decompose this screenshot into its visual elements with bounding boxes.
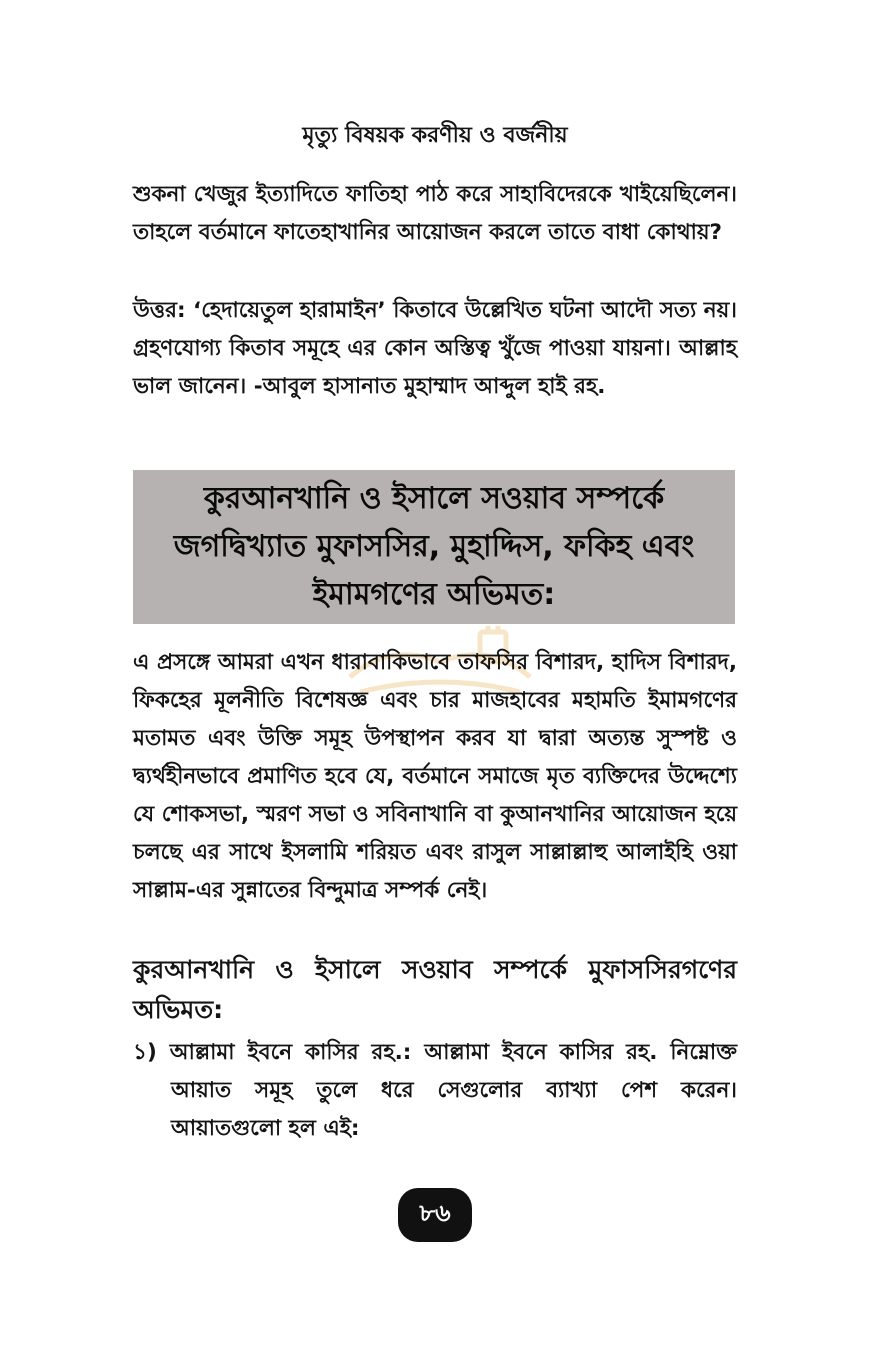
chapter-banner — [133, 470, 735, 624]
running-head: মৃত্যু বিষয়ক করণীয় ও বর্জনীয় — [302, 123, 568, 148]
question-paragraph: শুকনা খেজুর ইত্যাদিতে ফাতিহা পাঠ করে সাহাবিদেরকে খাইয়েছিলেন। তাহলে বর্তমানে ফাতেহাখানির আয়োজন করলে তাতে বাধা কোথায়? — [133, 182, 737, 245]
page-number: ৮৬ — [398, 1188, 472, 1242]
answer-paragraph: উত্তর: ‘হেদায়েতুল হারামাইন’ কিতাবে উল্লেখিত ঘটনা আদৌ সত্য নয়। গ্রহণযোগ্য কিতাব সমূহে এর কোন অস্তিত্ব খুঁজে পাওয়া যায়না। আল্লাহ ভাল জানেন। -আবুল হাসানাত মুহাম্মাদ আব্দুল হাই রহ. — [133, 298, 737, 399]
section-heading: কুরআনখানি ও ইসালে সওয়াব সম্পর্কে মুফাসসিরগণের অভিমত: — [133, 955, 737, 1024]
chapter-banner-title: কুরআনখানি ও ইসালে সওয়াব সম্পর্কে জগদ্বিখ্যাত মুফাসসির, মুহাদ্দিস, ফকিহ এবং ইমামগণের অভিমত: — [173, 481, 695, 612]
intro-paragraph: এ প্রসঙ্গে আমরা এখন ধারাবাকিভাবে তাফসির বিশারদ, হাদিস বিশারদ, ফিকহের মূলনীতি বিশেষজ্ঞ এবং চার মাজহাবের মহামতি ইমামগণের মতামত এবং উক্তি সমূহ উপস্থাপন করব যা দ্বারা অত্যন্ত সুস্পষ্ট ও দ্ব্যর্থহীনভাবে প্রমাণিত হবে যে, বর্তমানে সমাজে মৃত ব্যক্তিদের উদ্দেশ্যে যে শোকসভা, স্মরণ সভা ও সবিনাখানি বা কুআনখানির আয়োজন হয়ে চলছে এর সাথে ইসলামি শরিয়ত এবং রাসুল সাল্লাল্লাহু আলাইহি ওয়া সাল্লাম-এর সুন্নাতের বিন্দুমাত্র সম্পর্ক নেই। — [133, 650, 737, 903]
list-item: ১) আল্লামা ইবনে কাসির রহ.: আল্লামা ইবনে কাসির রহ. নিম্নোক্ত আয়াত সমূহ তুলে ধরে সেগুলোর ব্যাখ্যা পেশ করেন। আয়াতগুলো হল এই: — [133, 1040, 737, 1141]
